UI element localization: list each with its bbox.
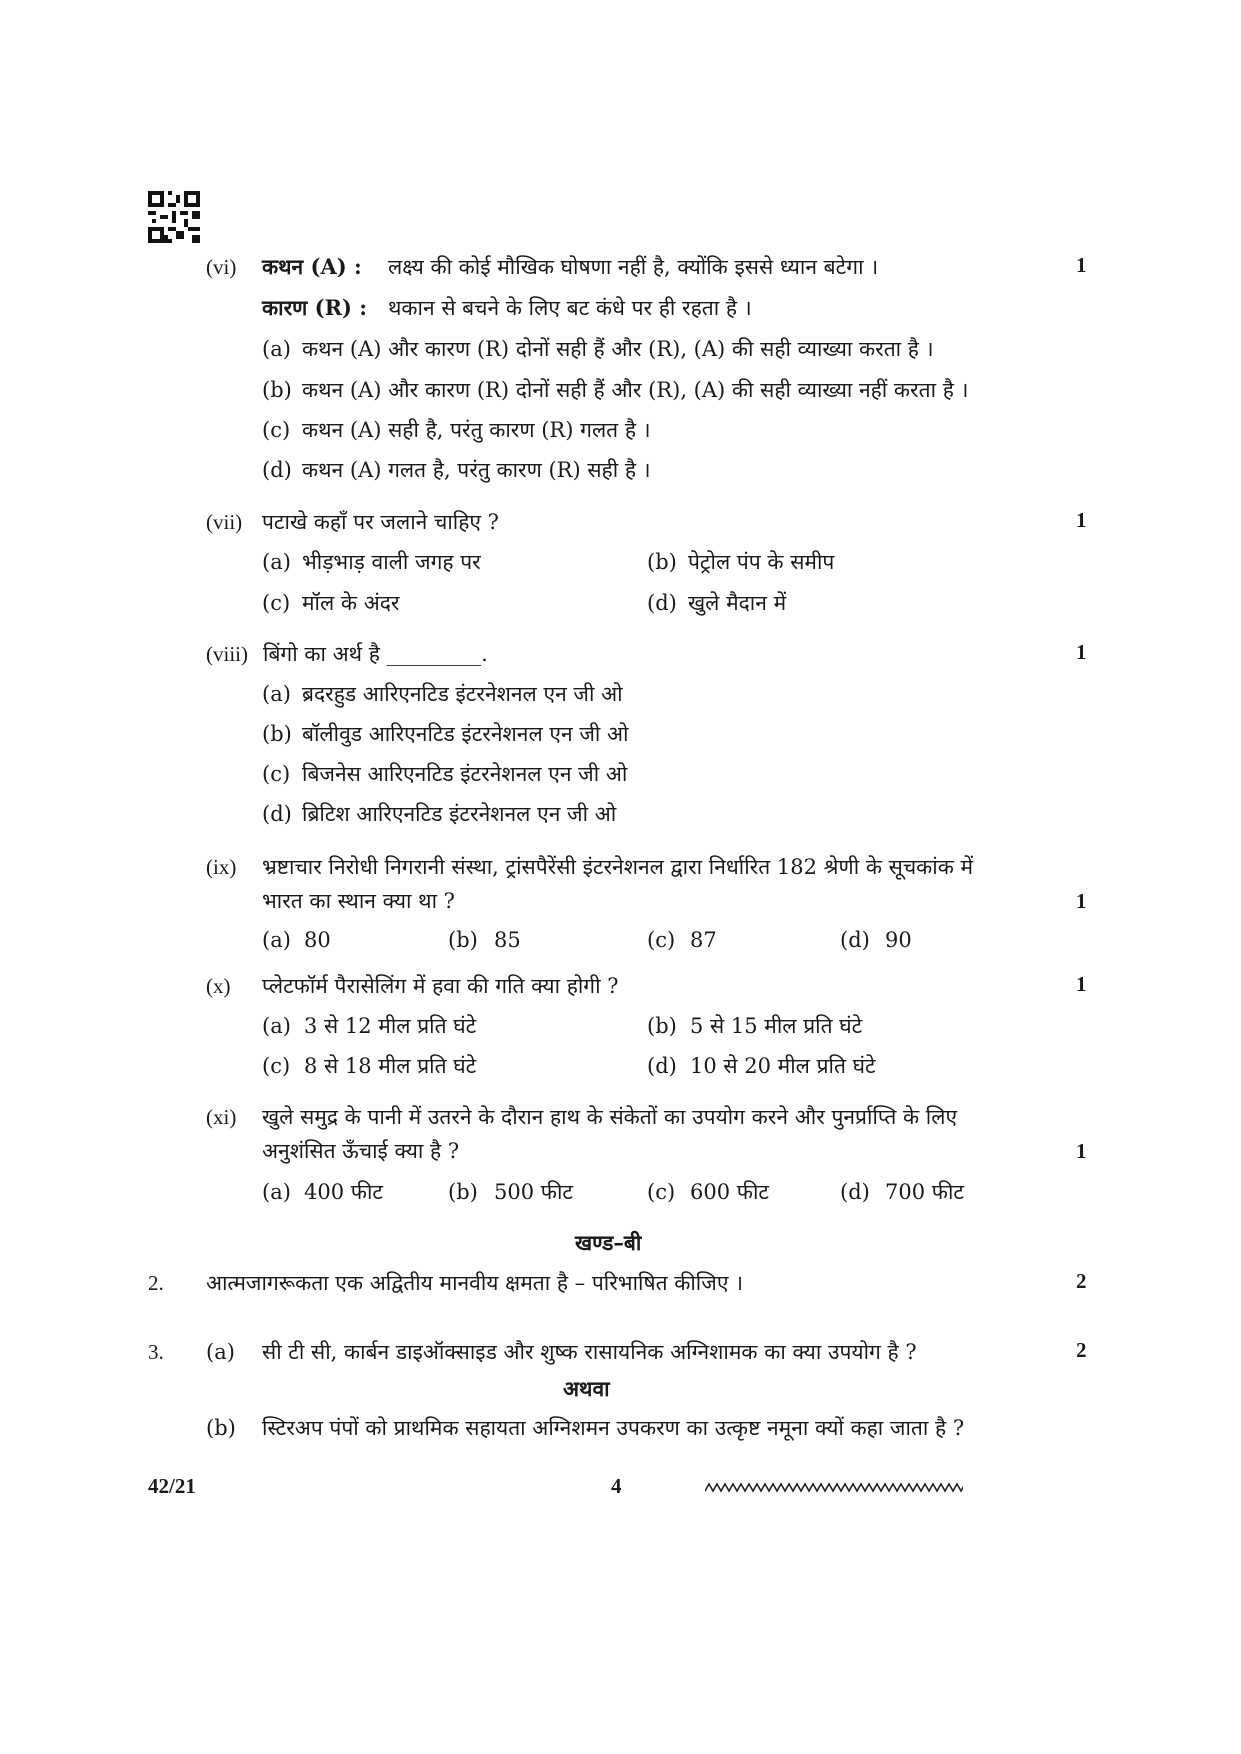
option-text: 85 [494,928,521,952]
option-text: कथन (A) और कारण (R) दोनों सही हैं और (R), (A) की सही व्याख्या करता है । [302,337,934,361]
option-text: ब्रिटिश आरिएनटिड इंटरनेशनल एन जी ओ [302,802,617,826]
option-label: (a) [262,550,291,574]
option-text: बिजनेस आरिएनटिड इंटरनेशनल एन जी ओ [302,762,628,786]
page-number: 4 [611,1474,622,1498]
assertion-text: लक्ष्य की कोई मौखिक घोषणा नहीं है, क्योंकि इससे ध्यान बटेगा । [388,255,879,279]
question-text: आत्मजागरूकता एक अद्वितीय मानवीय क्षमता है – परिभाषित कीजिए । [206,1271,744,1295]
option-label: (d) [647,591,677,615]
option-label: (d) [840,1180,870,1204]
option-text: 600 फीट [690,1180,769,1204]
wavy-line-icon [705,1481,963,1495]
option-label: (b) [448,1180,478,1204]
option-label: (a) [262,1180,291,1204]
option-label: (a) [262,928,291,952]
option-text: पेट्रोल पंप के समीप [688,550,835,574]
marks-q-ix: 1 [1076,889,1087,913]
marks-q-viii: 1 [1076,640,1087,664]
sub-question-label: (a) [206,1340,235,1364]
option-label: (b) [647,1014,677,1038]
option-text: 500 फीट [494,1180,573,1204]
option-text: 87 [690,928,717,952]
marks-q-vi: 1 [1076,253,1087,277]
option-text: ब्रदरहुड आरिएनटिड इंटरनेशनल एन जी ओ [302,682,623,706]
question-number-viii: (viii) [206,642,248,666]
option-label: (c) [262,1054,291,1078]
option-text: 8 से 18 मील प्रति घंटे [304,1054,477,1078]
question-number-3: 3. [148,1340,164,1364]
reason-label: कारण (R) : [262,295,368,320]
qr-code-icon [148,191,200,243]
option-label: (b) [262,722,292,746]
section-heading: खण्ड–बी [575,1230,642,1255]
question-number-2: 2. [148,1271,164,1295]
question-text: स्टिरअप पंपों को प्राथमिक सहायता अग्निशमन उपकरण का उत्कृष्ट नमूना क्यों कहा जाता है ? [262,1416,965,1440]
option-text: 700 फीट [885,1180,964,1204]
question-text: भ्रष्टाचार निरोधी निगरानी संस्था, ट्रांसपैरेंसी इंटरनेशनल द्वारा निर्धारित 182 श्रेणी के सूचकांक में [262,855,974,879]
question-text: प्लेटफॉर्म पैरासेलिंग में हवा की गति क्या होगी ? [262,974,619,998]
option-label: (c) [647,928,676,952]
marks-q-x: 1 [1076,972,1087,996]
option-label: (b) [647,550,677,574]
option-label: (a) [262,1014,291,1038]
question-text: सी टी सी, कार्बन डाइऑक्साइड और शुष्क रासायनिक अग्निशामक का क्या उपयोग है ? [262,1340,917,1364]
option-text: 10 से 20 मील प्रति घंटे [690,1054,876,1078]
option-text: 90 [885,928,912,952]
question-number-xi: (xi) [206,1105,237,1129]
question-text: भारत का स्थान क्या था ? [262,889,455,913]
question-number-x: (x) [206,974,231,998]
option-label: (c) [262,762,291,786]
option-label: (b) [262,378,292,402]
option-text: मॉल के अंदर [302,591,400,615]
option-label: (d) [262,458,292,482]
option-label: (a) [262,682,291,706]
question-number-vi: (vi) [206,255,237,279]
option-label: (b) [448,928,478,952]
marks-q-2: 2 [1076,1269,1087,1293]
option-text: 5 से 15 मील प्रति घंटे [690,1014,863,1038]
option-text: खुले मैदान में [688,591,787,615]
marks-q-3: 2 [1076,1338,1087,1362]
question-text: अनुशंसित ऊँचाई क्या है ? [262,1139,460,1163]
option-label: (d) [262,802,292,826]
option-text: कथन (A) सही है, परंतु कारण (R) गलत है । [302,418,651,442]
marks-q-xi: 1 [1076,1139,1087,1163]
paper-code: 42/21 [148,1474,196,1498]
option-text: 80 [304,928,331,952]
option-label: (d) [647,1054,677,1078]
option-text: भीड़भाड़ वाली जगह पर [302,550,481,574]
option-text: 400 फीट [304,1180,383,1204]
question-number-ix: (ix) [206,855,237,879]
option-label: (c) [262,418,291,442]
option-label: (a) [262,337,291,361]
question-text: बिंगो का अर्थ है _________. [263,642,488,666]
option-label: (d) [840,928,870,952]
option-text: कथन (A) गलत है, परंतु कारण (R) सही है । [302,458,651,482]
option-text: बॉलीवुड आरिएनटिड इंटरनेशनल एन जी ओ [302,722,629,746]
marks-q-vii: 1 [1076,508,1087,532]
or-divider: अथवा [563,1376,610,1401]
assertion-label: कथन (A) : [262,254,362,279]
option-text: कथन (A) और कारण (R) दोनों सही हैं और (R), (A) की सही व्याख्या नहीं करता है । [302,378,969,402]
option-label: (c) [262,591,291,615]
sub-question-label: (b) [206,1416,236,1440]
option-label: (c) [647,1180,676,1204]
question-text: पटाखे कहाँ पर जलाने चाहिए ? [262,510,499,534]
reason-text: थकान से बचने के लिए बट कंधे पर ही रहता है । [388,296,752,320]
question-number-vii: (vii) [206,510,243,534]
option-text: 3 से 12 मील प्रति घंटे [304,1014,477,1038]
question-text: खुले समुद्र के पानी में उतरने के दौरान हाथ के संकेतों का उपयोग करने और पुनर्प्राप्ति के लिए [262,1105,958,1129]
